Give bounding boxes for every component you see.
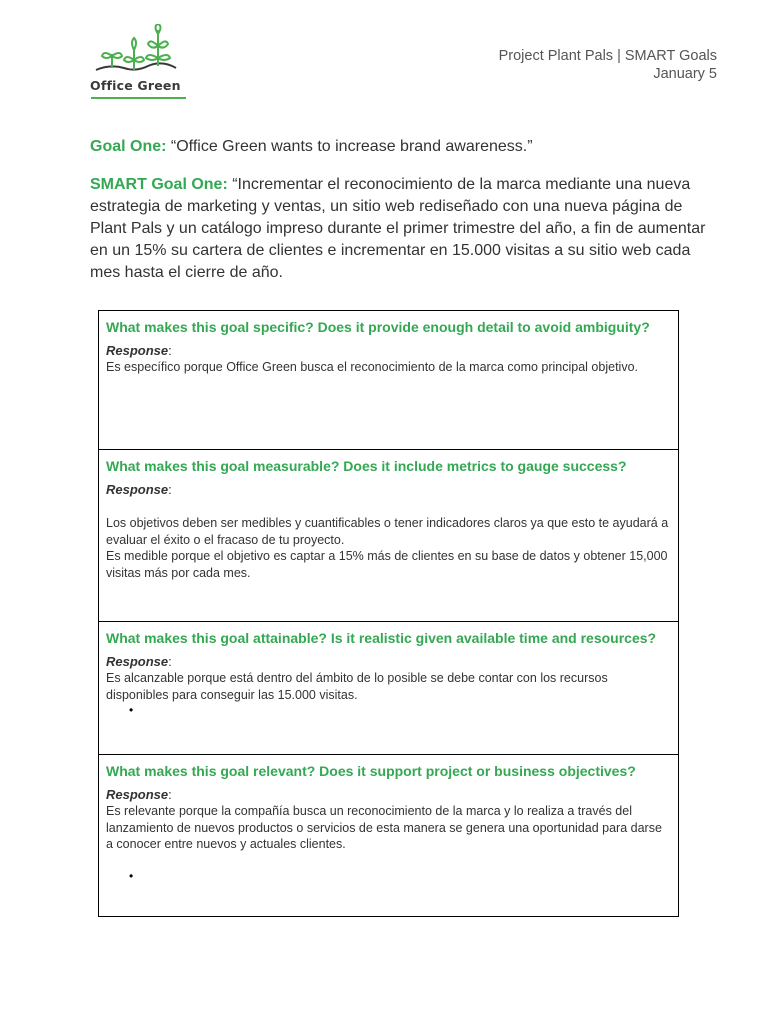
smart-goal-one-text: “Incrementar el reconocimiento de la marca mediante una nueva estrategia de marketing y ventas, un sitio web rediseñado con una nueva página de Plant Pals y un catálogo impreso durante el primer trimestre del año, a fin de aumentar en un 15% su cartera de clientes e incrementar en 15.000 visitas a su sitio web cada mes hasta el cierre de año. bbox=[90, 176, 706, 281]
question-attainable: What makes this goal attainable? Is it realistic given available time and resources? bbox=[106, 630, 657, 646]
response-label: Response: bbox=[106, 787, 172, 802]
response-label: Response: bbox=[106, 482, 172, 497]
goal-one-paragraph bbox=[90, 136, 730, 158]
response-text: Es alcanzable porque está dentro del ámbito de lo posible se debe contar con los recursos disponibles para conseguir las 15.000 visitas. bbox=[106, 671, 608, 702]
office-green-logo bbox=[90, 24, 190, 104]
smart-goal-one-label: SMART Goal One: bbox=[90, 176, 228, 193]
smart-goal-one-paragraph bbox=[90, 174, 710, 284]
logo-wordmark: Office Green bbox=[90, 78, 181, 93]
project-title: Project Plant Pals | SMART Goals bbox=[498, 48, 717, 64]
table-row bbox=[99, 450, 679, 622]
table-cell-attainable bbox=[99, 622, 679, 755]
goal-one-label: Goal One: bbox=[90, 138, 167, 155]
table-cell-relevant bbox=[99, 755, 679, 917]
document-date: January 5 bbox=[653, 66, 717, 82]
goal-one-text: “Office Green wants to increase brand awareness.” bbox=[166, 138, 533, 155]
question-relevant: What makes this goal relevant? Does it support project or business objectives? bbox=[106, 763, 636, 779]
logo-underline bbox=[91, 97, 186, 99]
question-measurable: What makes this goal measurable? Does it include metrics to gauge success? bbox=[106, 458, 627, 474]
table-row bbox=[99, 755, 679, 917]
table-cell-specific bbox=[99, 311, 679, 450]
response-text: Los objetivos deben ser medibles y cuantificables o tener indicadores claros ya que esto te ayudará a evaluar el éxito o el fracaso de tu proyecto. bbox=[106, 516, 669, 547]
table-row bbox=[99, 311, 679, 450]
smart-criteria-table bbox=[98, 310, 679, 917]
response-text: Es específico porque Office Green busca el reconocimiento de la marca como principal objetivo. bbox=[106, 360, 638, 374]
document-header bbox=[499, 47, 717, 83]
response-text: Es relevante porque la compañía busca un reconocimiento de la marca y lo realiza a través del lanzamiento de nuevos productos o servicios de esta manera se genera una oportunidad para darse a conocer entre nuevos y actuales clientes. bbox=[106, 804, 662, 851]
response-text: Es medible porque el objetivo es captar a 15% más de clientes en su base de datos y obtener 15,000 visitas más por cada mes. bbox=[106, 549, 668, 580]
empty-bullet: • bbox=[129, 703, 134, 717]
table-row bbox=[99, 622, 679, 755]
response-label: Response: bbox=[106, 343, 172, 358]
plant-sprouts-icon bbox=[90, 24, 190, 78]
table-cell-measurable bbox=[99, 450, 679, 622]
question-specific: What makes this goal specific? Does it provide enough detail to avoid ambiguity? bbox=[106, 319, 650, 335]
response-label: Response: bbox=[106, 654, 172, 669]
empty-bullet: • bbox=[129, 868, 134, 883]
